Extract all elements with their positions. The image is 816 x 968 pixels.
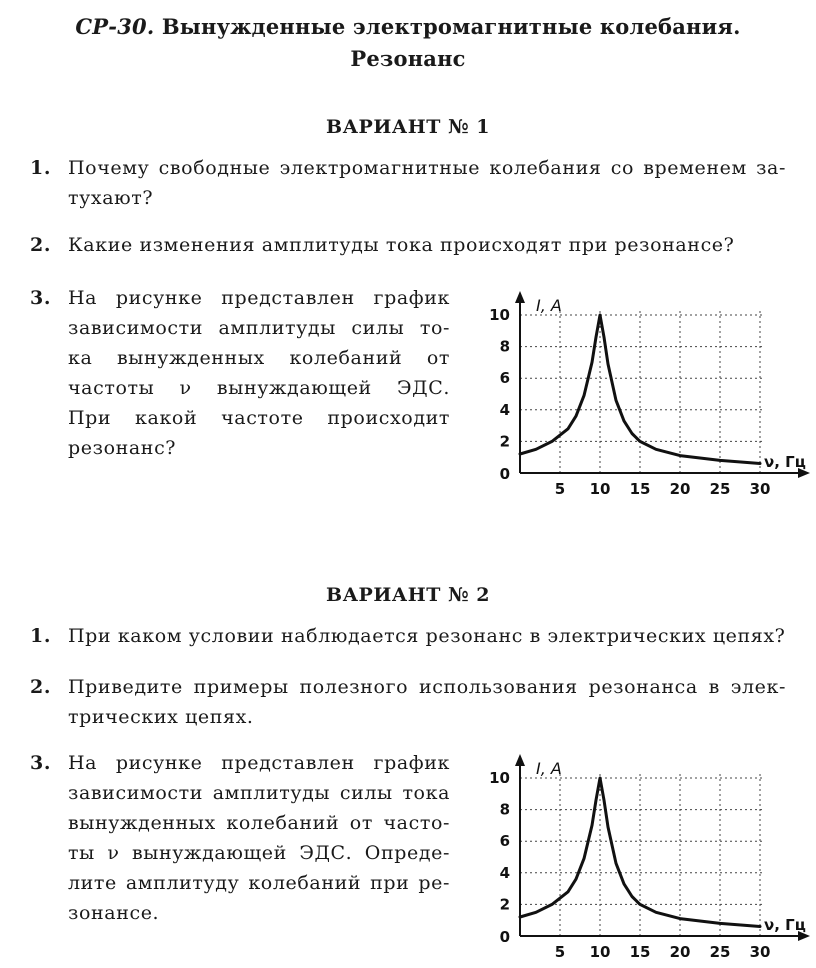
question-line: На рисунке представлен график: [68, 287, 450, 309]
y-tick-label: 8: [499, 800, 510, 819]
page-subtitle: Резонанс: [350, 46, 466, 71]
x-tick-label: 5: [554, 943, 566, 961]
y-axis-label: I, А: [536, 296, 562, 315]
v1-question-2: [30, 230, 786, 260]
origin-label: 0: [499, 465, 510, 483]
y-tick-label: 10: [489, 769, 510, 787]
question-line: При каком условии наблюдается резонанс в электрических цепях?: [68, 625, 786, 647]
question-line: Какие изменения амплитуды тока происходят при резонансе?: [68, 234, 735, 256]
question-line: зонансе.: [68, 902, 160, 924]
question-line: тухают?: [68, 187, 154, 209]
x-axis-label: ν, Гц: [764, 453, 806, 471]
x-tick-label: 25: [709, 480, 731, 498]
variant-1-heading: ВАРИАНТ № 1: [326, 116, 490, 138]
question-line: вынужденных колебаний от часто-: [68, 812, 450, 834]
v2-question-3: [30, 748, 450, 928]
question-line: ты ν вынуждающей ЭДС. Опреде-: [68, 842, 450, 864]
question-line: При какой частоте происходит: [68, 407, 450, 429]
y-axis-arrow: [515, 754, 525, 766]
y-tick-label: 10: [489, 306, 510, 324]
page-title: [0, 14, 816, 39]
y-tick-label: 6: [499, 832, 510, 851]
v1-question-3: [30, 283, 450, 463]
question-line: резонанс?: [68, 437, 177, 459]
x-tick-label: 15: [629, 480, 651, 498]
question-number: 1.: [30, 625, 52, 647]
title-line-1: Вынужденные электромагнитные колебания.: [161, 14, 741, 39]
question-line: Приведите примеры полезного использования резонанса в элек-: [68, 676, 786, 698]
v2-question-1: [30, 621, 786, 651]
question-line: лите амплитуду колебаний при ре-: [68, 872, 450, 894]
question-line: зависимости амплитуды силы тока: [68, 782, 450, 804]
question-number: 3.: [30, 752, 52, 774]
v2-question-2: [30, 672, 786, 732]
x-tick-label: 30: [749, 943, 771, 961]
question-line: частоты ν вынуждающей ЭДС.: [68, 377, 450, 399]
x-tick-label: 20: [669, 480, 691, 498]
x-tick-label: 25: [709, 943, 731, 961]
worksheet-code: СР-30.: [75, 14, 155, 39]
x-tick-label: 5: [554, 480, 566, 498]
question-number: 2.: [30, 676, 52, 698]
x-axis-label: ν, Гц: [764, 916, 806, 934]
question-number: 1.: [30, 157, 52, 179]
y-tick-label: 2: [499, 432, 510, 451]
y-tick-label: 6: [499, 369, 510, 388]
x-tick-label: 30: [749, 480, 771, 498]
question-line: зависимости амплитуды силы то-: [68, 317, 450, 339]
resonance-chart-variant-1: [470, 285, 806, 500]
question-line: Почему свободные электромагнитные колебания со временем за-: [68, 157, 786, 179]
question-line: трических цепях.: [68, 706, 254, 728]
y-tick-label: 2: [499, 895, 510, 914]
y-axis-label: I, А: [536, 759, 562, 778]
x-tick-label: 15: [629, 943, 651, 961]
variant-2-heading: ВАРИАНТ № 2: [326, 584, 490, 606]
x-tick-label: 20: [669, 943, 691, 961]
question-number: 2.: [30, 234, 52, 256]
y-axis-arrow: [515, 291, 525, 303]
x-tick-label: 10: [589, 943, 611, 961]
y-tick-label: 8: [499, 337, 510, 356]
x-tick-label: 10: [589, 480, 611, 498]
resonance-chart-variant-2: [470, 748, 806, 963]
question-line: На рисунке представлен график: [68, 752, 450, 774]
origin-label: 0: [499, 928, 510, 946]
y-tick-label: 4: [499, 863, 510, 882]
v1-question-1: [30, 153, 786, 213]
y-tick-label: 4: [499, 400, 510, 419]
question-line: ка вынужденных колебаний от: [68, 347, 450, 369]
question-number: 3.: [30, 287, 52, 309]
